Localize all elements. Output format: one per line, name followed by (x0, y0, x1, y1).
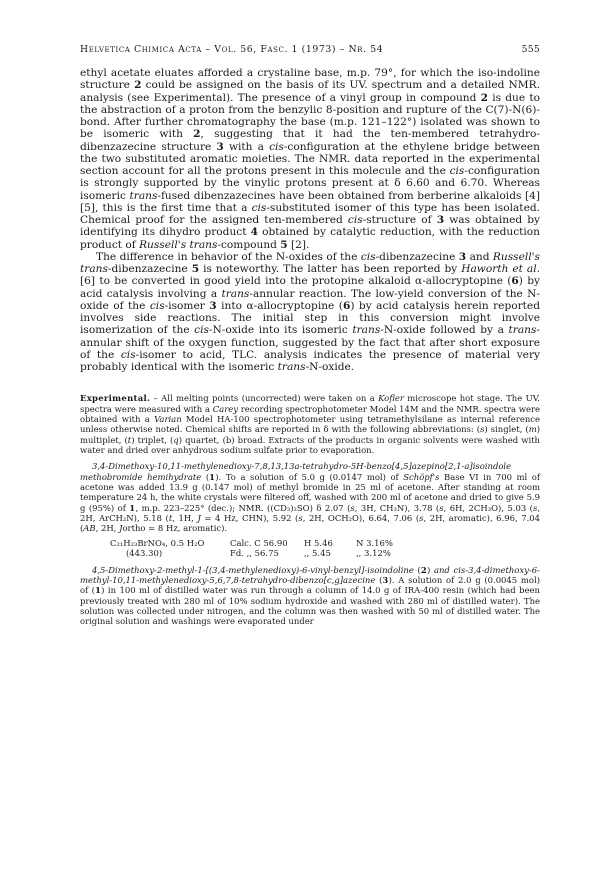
italic-text: J (119, 523, 123, 534)
italic-text: s (480, 424, 485, 435)
italic-text: t (127, 434, 132, 445)
italic-text: t (168, 513, 173, 524)
italic-text: cis (120, 348, 136, 361)
formula: C₂₁H₂₃BrNO₄, 0.5 H₂O (110, 537, 205, 548)
italic-text: J (197, 513, 201, 524)
paragraph: The difference in behavior of the N-oxides of the cis-dibenzazecine 3 and Russell's trans-dibenzazecine 5 is noteworthy. The latter has been reported by Haworth et al. [6] to be converted in good yield into the protopine alkaloid α-allocryptopine (6) by acid catalysis involving a trans-annular reaction. The low-yield conversion of the N-oxide of the cis-isomer 3 into α-allocryptopine (6) by acid catalysis herein reported involves side reactions. The initial step in this conversion might involve isomerization of the cis-N-oxide into its isomeric trans-N-oxide followed by a trans-annular shift of the oxygen function, suggested by the fact that after short exposure of the cis-isomer to acid, TLC. analysis indicates the presence of material very probably identical with the isomeric trans-N-oxide. (80, 250, 541, 373)
italic-text: trans (277, 361, 306, 373)
running-header (80, 44, 540, 55)
italic-text: Haworth et al. (461, 263, 540, 275)
italic-text: 4,5-Dimethoxy-2-methyl-1-[(3,4-methylenedioxy)-6-vinyl-benzyl]-isoindoline (92, 564, 414, 575)
italic-text: cis (347, 214, 363, 226)
bold-text: Experimental. (80, 393, 151, 404)
italic-text: s (532, 502, 538, 513)
italic-text: cis (449, 165, 465, 177)
italic-text: s (298, 513, 303, 524)
bold-text: 3 (436, 214, 445, 226)
italic-text: q (173, 434, 179, 445)
bold-text: 2 (480, 91, 488, 104)
italic-text: trans (352, 324, 381, 337)
italic-text: Russell's trans (80, 250, 540, 275)
italic-text: Kofler (378, 393, 404, 404)
calc-c: Calc. C 56.90 (230, 537, 288, 548)
italic-text: Russell's trans (139, 238, 218, 251)
bold-text: 3 (382, 575, 389, 586)
paper-page (80, 44, 540, 627)
found-c: Fd. ,, 56.75 (230, 548, 279, 559)
paragraph: ethyl acetate eluates afforded a crystaline base, m.p. 79°, for which the iso-indoline structure 2 could be assigned on the basis of its UV. spectrum and a detailed NMR. analysis (see Experimental). The presence of a vinyl group in compound 2 is due to the abstraction of a proton from the benzylic 8-position and rupture of the C(7)-N(6)-bond. After further chromatography the base (m.p. 121–122°) isolated was shown to be isomeric with 2, suggesting that it had the ten-membered tetrahydro-dibenzazecine structure 3 with a cis-configuration at the ethylene bridge between the two substituted aromatic moieties. The NMR. data reported in the experimental section account for all the protons present in this molecule and the cis-configuration is strongly supported by the vinylic protons present at δ 6.60 and 6.70. Whereas isomeric trans-fused dibenzazecines have been obtained from berberine alkaloids [4] [5], this is the first time that a cis-substituted isomer of this type has been isolated. Chemical proof for the assigned ten-membered cis-structure of 3 was obtained by identifying its dihydro product 4 obtained by catalytic reduction, with the reduction product of Russell's trans-compound 5 [2]. (80, 67, 541, 251)
found-h: ,, 5.45 (304, 548, 331, 559)
found-n: ,, 3.12% (356, 548, 391, 559)
bold-text: 2 (134, 79, 142, 92)
journal-header: Helvetica Chimica Acta – Vol. 56, Fasc. 1 (1973) – Nr. 54 (80, 44, 384, 55)
bold-text: 5 (191, 263, 200, 275)
experimental-section (80, 393, 540, 627)
bold-text: 2 (420, 564, 427, 575)
italic-text: cis (194, 324, 209, 337)
calc-h: H 5.46 (304, 537, 333, 548)
page-number: 555 (521, 44, 540, 55)
italic-text: trans (129, 189, 158, 202)
bold-text: 3 (458, 250, 467, 263)
italic-text: Carey (212, 403, 238, 414)
compound-1-procedure: 3,4-Dimethoxy-10,11-methylenedioxy-7,8,13,13a-tetrahydro-5H-benzo[4,5]azepino[2,1-a]isoindole methobromide hemihydrate (1). To a solution of 5.0 g (0.0147 mol) of Schöpf's Base VI in 700 ml of acetone was added 13.9 g (0.147 mol) of methyl bromide in 25 ml of acetone. After standing at room temperature 24 h, the white crystals were filtered off, washed with 200 ml of acetone and dried to give 5.9 g (95%) of 1, m.p. 223–225° (dec.); NMR. ((CD₃)₂SO) δ 2.07 (s, 3H, CH₃N), 3.78 (s, 6H, 2CH₃O), 5.03 (s, 2H, ArCH₂N), 5.18 (t, 1H, J = 4 Hz, CHN), 5.92 (s, 2H, OCH₂O), 6.64, 7.06 (s, 2H, aromatic), 6.96, 7.04 (AB, 2H, Jortho = 8 Hz, aromatic). (80, 461, 541, 534)
italic-text: AB (83, 523, 96, 534)
bold-text: 6 (511, 275, 519, 288)
italic-text: and cis-3,4-dimethoxy-6-methyl-10,11-methylenedioxy-5,6,7,8-tetrahydro-dibenzo[c,g]azecine (80, 564, 540, 586)
italic-text: trans (221, 287, 250, 300)
calc-n: N 3.16% (356, 537, 393, 548)
bold-text: 3 (209, 299, 217, 312)
italic-text: s (439, 502, 444, 513)
italic-text: cis (251, 201, 267, 214)
elemental-analysis (110, 538, 540, 559)
bold-text: 5 (280, 238, 288, 251)
italic-text: Varian (154, 413, 182, 424)
molecular-weight: (443.30) (126, 548, 163, 559)
bold-text: 1 (129, 502, 136, 513)
bold-text: 1 (94, 585, 102, 596)
italic-text: s (350, 502, 355, 513)
italic-text: cis (149, 299, 165, 312)
italic-text: m (528, 424, 537, 435)
italic-text: trans (508, 324, 537, 337)
italic-text: cis (269, 140, 284, 153)
italic-text: Schöpf's (403, 471, 440, 482)
bold-text: 3 (216, 140, 224, 153)
compound-2-3-procedure: 4,5-Dimethoxy-2-methyl-1-[(3,4-methylenedioxy)-6-vinyl-benzyl]-isoindoline (2) and cis-3,4-dimethoxy-6-methyl-10,11-methylenedioxy-5,6,7,8-tetrahydro-dibenzo[c,g]azecine (3). A solution of 2.0 g (0.0045 mol) of (1) in 100 ml of distilled water was run through a column of 14.0 g of IRA-400 resin (which had been previously treated with 280 ml of 10% sodium hydroxide and washed with 280 ml of distilled water). The solution was collected under nitrogen, and the column was then washed with 50 ml of distilled water. The original solution and washings were evaporated under (80, 564, 540, 627)
discussion-text (80, 67, 540, 373)
bold-text: 1 (209, 471, 216, 482)
italic-text: cis (360, 250, 376, 263)
bold-text: 2 (193, 128, 201, 141)
italic-text: s (419, 513, 424, 524)
experimental-intro: Experimental. – All melting points (uncorrected) were taken on a Kofler microscope hot stage. The UV. spectra were measured with a Carey recording spectrophotometer Model 14M and the NMR. spectra were obtained with a Varian Model HA-100 spectrophotometer using tetramethylsilane as internal reference unless otherwise noted. Chemical shifts are reported in δ with the following abbreviations: (s) singlet, (m) multiplet, (t) triplet, (q) quartet, (b) broad. Extracts of the products in organic solvents were washed with water and dried over anhydrous sodium sulfate prior to evaporation. (80, 393, 540, 455)
italic-text: 3,4-Dimethoxy-10,11-methylenedioxy-7,8,13,13a-tetrahydro-5H-benzo[4,5]azepino[2,1-a]isoindole methobromide hemihydrate (80, 461, 512, 482)
bold-text: 6 (342, 299, 351, 312)
bold-text: 4 (250, 226, 258, 239)
